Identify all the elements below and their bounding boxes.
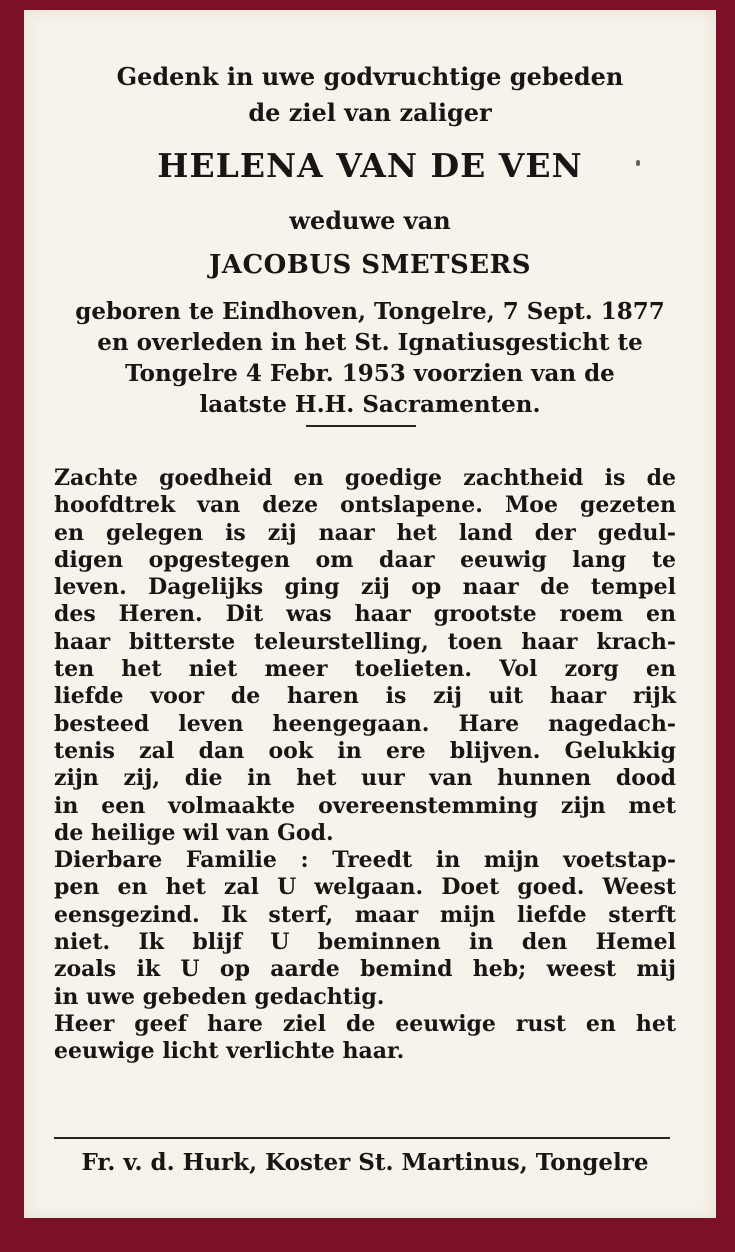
eulogy-line: zijn zij, die in het uur van hunnen dood xyxy=(54,765,676,792)
eulogy-line: niet. Ik blijf U beminnen in den Hemel xyxy=(54,929,676,956)
eulogy-line: eensgezind. Ik sterf, maar mijn liefde sterft xyxy=(54,901,676,928)
eulogy-line: in een volmaakte overeenstemming zijn met xyxy=(54,792,676,819)
eulogy-line: besteed leven heengegaan. Hare nagedach- xyxy=(54,710,676,737)
deceased-name: HELENA VAN DE VEN xyxy=(157,146,583,185)
widow-of-label: weduwe van xyxy=(289,206,451,235)
eulogy-line: Heer geef hare ziel de eeuwige rust en het xyxy=(54,1010,676,1037)
printer-credit: Fr. v. d. Hurk, Koster St. Martinus, Tongelre xyxy=(81,1149,649,1176)
eulogy-text xyxy=(54,465,676,1066)
birth-death-line: en overleden in het St. Ignatiusgesticht te xyxy=(97,329,643,356)
birth-death-line: geboren te Eindhoven, Tongelre, 7 Sept. 1877 xyxy=(75,298,665,325)
eulogy-line: leven. Dagelijks ging zij op naar de tempel xyxy=(54,574,676,601)
eulogy-line: de heilige wil van God. xyxy=(54,819,334,846)
eulogy-line: Dierbare Familie : Treedt in mijn voetstap- xyxy=(54,847,676,874)
eulogy-line: ten het niet meer toelieten. Vol zorg en xyxy=(54,656,676,683)
memorial-card xyxy=(24,10,716,1218)
eulogy-line: en gelegen is zij naar het land der gedul- xyxy=(54,519,676,546)
prayer-line-2: de ziel van zaliger xyxy=(248,98,492,127)
eulogy-line: in uwe gebeden gedachtig. xyxy=(54,983,385,1010)
birth-death-paragraph xyxy=(52,296,688,420)
eulogy-line: liefde voor de haren is zij uit haar rijk xyxy=(54,683,676,710)
eulogy-line: haar bitterste teleurstelling, toen haar krach- xyxy=(54,628,676,655)
eulogy-line: hoofdtrek van deze ontslapene. Moe gezeten xyxy=(54,492,676,519)
eulogy-line: zoals ik U op aarde bemind heb; weest mij xyxy=(54,956,676,983)
eulogy-line: tenis zal dan ook in ere blijven. Gelukkig xyxy=(54,737,676,764)
birth-death-line: laatste H.H. Sacramenten. xyxy=(199,391,541,418)
eulogy-line: Zachte goedheid en goedige zachtheid is de xyxy=(54,465,676,491)
eulogy-line: digen opgestegen om daar eeuwig lang te xyxy=(54,546,676,573)
divider-short xyxy=(306,425,416,427)
eulogy-line: pen en het zal U welgaan. Doet goed. Weest xyxy=(54,874,676,901)
prayer-line-1: Gedenk in uwe godvruchtige gebeden xyxy=(116,62,624,91)
husband-name: JACOBUS SMETSERS xyxy=(209,250,531,280)
eulogy-line: eeuwige licht verlichte haar. xyxy=(54,1038,405,1065)
divider-long xyxy=(54,1137,670,1139)
eulogy-line: des Heren. Dit was haar grootste roem en xyxy=(54,601,676,628)
birth-death-line: Tongelre 4 Febr. 1953 voorzien van de xyxy=(125,360,615,387)
ink-speck xyxy=(636,160,640,166)
